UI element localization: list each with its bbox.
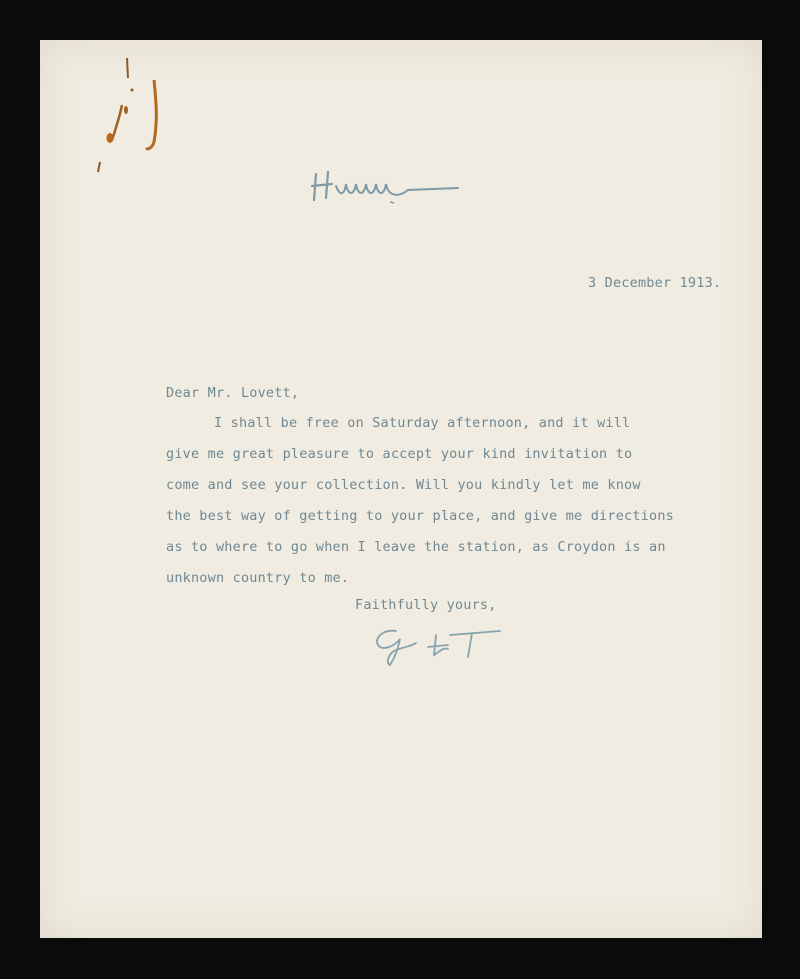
body-line: I shall be free on Saturday afternoon, and it will [214,415,631,431]
body-line: unknown country to me. [166,570,350,586]
closing: Faithfully yours, [355,597,497,613]
rust-stain-icon [92,50,172,180]
handwritten-signature-icon [372,625,507,667]
body-line: come and see your collection. Will you kindly let me know [166,477,641,493]
body-line: as to where to go when I leave the station, as Croydon is an [166,539,666,555]
salutation: Dear Mr. Lovett, [166,385,300,401]
letter-page [40,40,762,938]
body-line: give me great pleasure to accept your kind invitation to [166,446,633,462]
letter-date: 3 December 1913. [588,275,722,291]
handwritten-mark-icon [308,166,468,206]
body-line: the best way of getting to your place, and give me directions [166,508,674,524]
